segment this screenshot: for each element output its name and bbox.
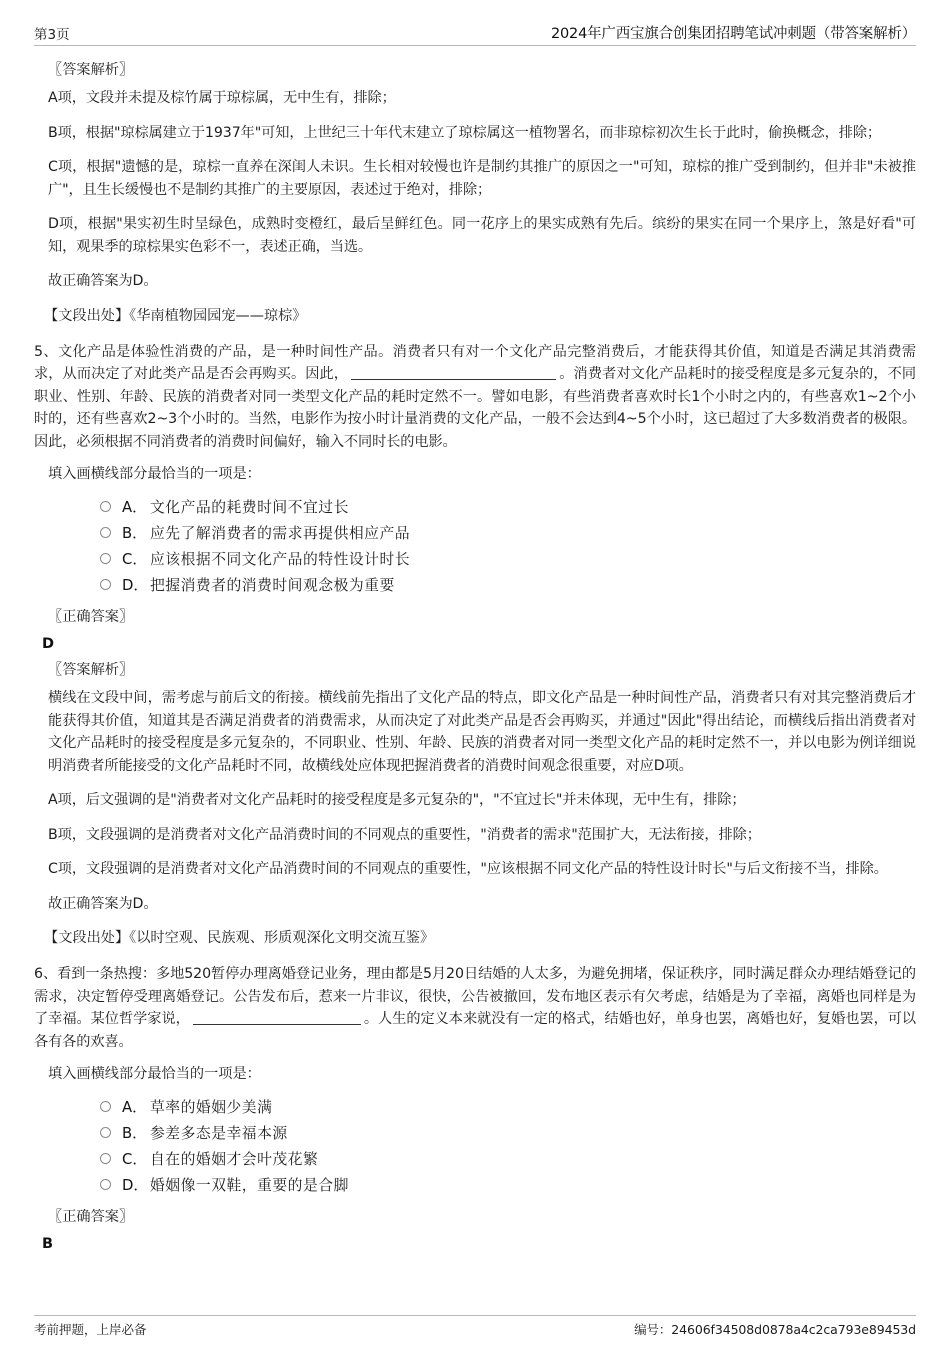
q5-option-b-key: B． — [122, 524, 147, 542]
page-header — [34, 9, 916, 46]
radio-icon[interactable] — [100, 1153, 111, 1164]
q5-option-d-key: D． — [122, 576, 149, 594]
document-page — [0, 9, 950, 1354]
q5-option-c-key: C． — [122, 550, 148, 568]
radio-icon[interactable] — [100, 1179, 111, 1190]
q5-correct-answer-heading: 〖正确答案〗 — [48, 609, 134, 625]
q6-stem-part1: 6、看到一条热搜：多地520暂停办理离婚登记业务，理由都是5月20日结婚的人太多，为避免拥堵，保证秩序，同时满足群众办理结婚登记的需求，决定暂停受理离婚登记。公告发布后，惹来一片非议，很快，公告被撤回，发布地区表示有欠考虑，结婚是为了幸福，离婚也同样是为了幸福。某位哲学家说， — [34, 966, 916, 1027]
q6-option-c-key: C． — [122, 1150, 148, 1168]
q5-option-d-text: 把握消费者的消费时间观念极为重要 — [150, 576, 395, 594]
q5-conclusion: 故正确答案为D。 — [48, 895, 158, 912]
page-number-label: 第3页 — [34, 27, 70, 43]
q4-analysis-item-d: D项，根据"果实初生时呈绿色，成熟时变橙红，最后呈鲜红色。同一花序上的果实成熟有先后。缤纷的果实在同一个果序上，煞是好看"可知，观果季的琼棕果实色彩不一，表述正确，当选。 — [48, 216, 916, 255]
q5-analysis-item-b: B项，文段强调的是消费者对文化产品消费时间的不同观点的重要性，"消费者的需求"范围扩大，无法衔接，排除； — [48, 826, 761, 843]
q6-stem — [34, 963, 916, 1053]
q5-prompt: 填入画横线部分最恰当的一项是： — [48, 466, 261, 482]
q5-analysis-main: 横线在文段中间，需考虑与前后文的衔接。横线前先指出了文化产品的特点，即文化产品是一种时间性产品，消费者只有对其完整消费后才能获得其价值，知道其是否满足消费者的消费需求，从而决定了对此类产品是否会再购买，并通过"因此"得出结论，而横线后指出消费者对文化产品耗时的接受程度是多元复杂的，不同职业、性别、年龄、民族的消费者对同一类型文化产品的耗时定然不一，并以电影为例详细说明消费者所能接受的文化产品耗时不同，故横线处应体现把握消费者的消费时间观念很重要，对应D项。 — [48, 690, 916, 774]
q5-option-a[interactable] — [100, 493, 916, 519]
q6-option-a-key: A． — [122, 1098, 147, 1116]
q6-option-a[interactable] — [100, 1093, 916, 1119]
q5-option-a-key: A． — [122, 498, 147, 516]
radio-icon[interactable] — [100, 553, 111, 564]
q6-correct-answer-value: B — [42, 1236, 54, 1252]
q4-analysis-item-b: B项，根据"琼棕属建立于1937年"可知，上世纪三十年代末建立了琼棕属这一植物署名，而非琼棕初次生长于此时，偷换概念，排除； — [48, 124, 882, 141]
q6-fill-blank — [193, 1011, 361, 1025]
document-title: 2024年广西宝旗合创集团招聘笔试冲刺题（带答案解析） — [551, 26, 916, 42]
q5-source-reference: 【文段出处】《以时空观、民族观、形质观深化文明交流互鉴》 — [44, 930, 435, 946]
q5-stem — [34, 341, 916, 454]
radio-icon[interactable] — [100, 501, 111, 512]
q6-option-d[interactable] — [100, 1171, 916, 1197]
q4-source-reference: 【文段出处】《华南植物园园宠——琼棕》 — [44, 307, 307, 324]
q5-analysis-item-a: A项，后文强调的是"消费者对文化产品耗时的接受程度是多元复杂的"，"不宜过长"并未体现，无中生有，排除； — [48, 792, 746, 808]
q5-stem-part1: 5、文化产品是体验性消费的产品，是一种时间性产品。消费者只有对一个文化产品完整消费后，才能获得其价值，知道是否满足其消费需求，从而决定了对此类产品是否会再购买。因此， — [34, 343, 916, 382]
q6-option-d-key: D． — [122, 1176, 149, 1194]
q5-option-c[interactable] — [100, 545, 916, 571]
q5-answer-analysis-heading: 〖答案解析〗 — [48, 662, 134, 678]
footer-id-label: 编号： — [634, 1322, 672, 1337]
q5-stem-part2: 。消费者对文化产品耗时的接受程度是多元复杂的，不同职业、性别、年龄、民族的消费者对同一类型文化产品的耗时定然不一。譬如电影，有些消费者喜欢时长1个小时之内的，有些喜欢1~2个小时的，还有些喜欢2~3个小时的。当然，电影作为按小时计量消费的文化产品，一般不会达到4~5个小时，这已超过了大多数消费者的极限。因此，必须根据不同消费者的消费时间偏好，输入不同时长的电影。 — [34, 366, 916, 450]
q6-option-b-text: 参差多态是幸福本源 — [150, 1124, 288, 1142]
footer-document-id — [634, 1320, 916, 1338]
page-content — [34, 46, 916, 1254]
q5-options-list — [34, 493, 916, 597]
radio-icon[interactable] — [100, 579, 111, 590]
page-footer — [34, 1315, 916, 1338]
q5-fill-blank — [351, 366, 556, 380]
footer-id-value: 24606f34508d0878a4c2ca793e89453d — [671, 1322, 916, 1337]
q5-option-d[interactable] — [100, 571, 916, 597]
q4-conclusion: 故正确答案为D。 — [48, 273, 158, 289]
footer-slogan: 考前押题，上岸必备 — [34, 1322, 147, 1337]
q4-analysis-item-a: A项，文段并未提及棕竹属于琼棕属，无中生有，排除； — [48, 90, 396, 106]
q6-option-b[interactable] — [100, 1119, 916, 1145]
radio-icon[interactable] — [100, 1101, 111, 1112]
q5-option-a-text: 文化产品的耗费时间不宜过长 — [150, 498, 349, 516]
q6-option-c[interactable] — [100, 1145, 916, 1171]
q6-option-c-text: 自在的婚姻才会叶茂花繁 — [150, 1150, 319, 1168]
q4-analysis-item-c: C项，根据"遗憾的是，琼棕一直养在深闺人未识。生长相对较慢也许是制约其推广的原因之一"可知，琼棕的推广受到制约，但并非"未被推广"，且生长缓慢也不是制约其推广的主要原因，表述过于绝对，排除； — [48, 159, 916, 198]
q5-analysis-item-c: C项，文段强调的是消费者对文化产品消费时间的不同观点的重要性，"应该根据不同文化产品的特性设计时长"与后文衔接不当，排除。 — [48, 861, 888, 877]
q6-stem-part2: 。人生的定义本来就没有一定的格式，结婚也好，单身也罢，离婚也好，复婚也罢，可以各有各的欢喜。 — [34, 1011, 916, 1050]
q5-correct-answer-value: D — [42, 636, 55, 652]
q5-option-b[interactable] — [100, 519, 916, 545]
q5-option-c-text: 应该根据不同文化产品的特性设计时长 — [150, 550, 411, 568]
q4-answer-analysis-heading: 〖答案解析〗 — [48, 62, 134, 78]
q6-option-d-text: 婚姻像一双鞋，重要的是合脚 — [150, 1176, 349, 1194]
q6-prompt: 填入画横线部分最恰当的一项是： — [48, 1066, 261, 1082]
q6-correct-answer-heading: 〖正确答案〗 — [48, 1209, 134, 1225]
q5-option-b-text: 应先了解消费者的需求再提供相应产品 — [150, 524, 411, 542]
q6-options-list — [34, 1093, 916, 1197]
q6-option-b-key: B． — [122, 1124, 147, 1142]
q6-option-a-text: 草率的婚姻少美满 — [150, 1098, 273, 1116]
radio-icon[interactable] — [100, 1127, 111, 1138]
radio-icon[interactable] — [100, 527, 111, 538]
